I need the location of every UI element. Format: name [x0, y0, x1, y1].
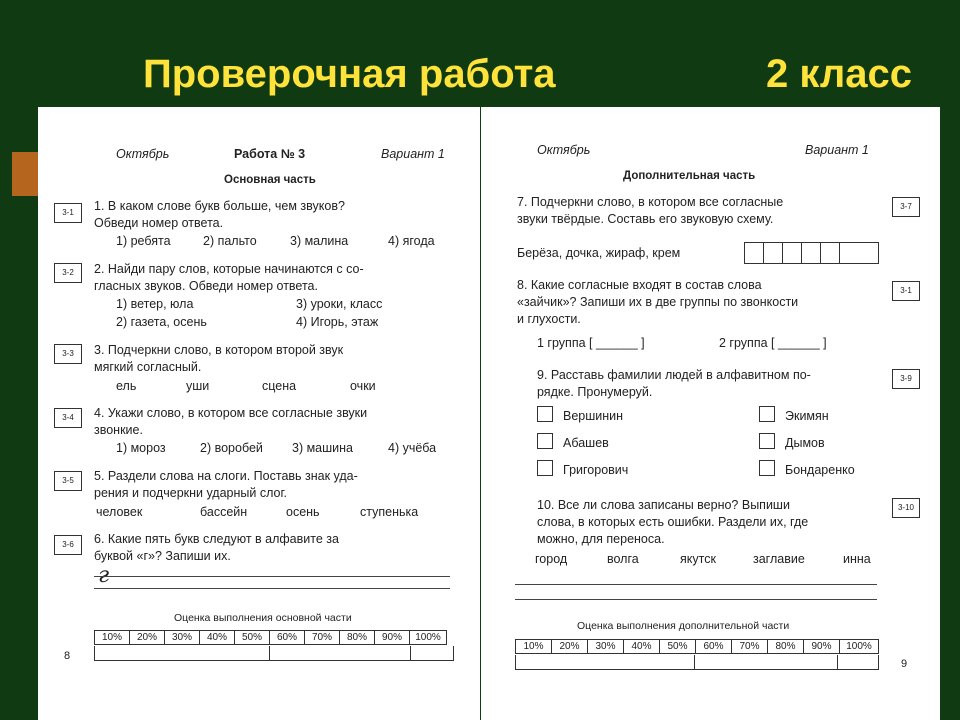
decorative-block	[12, 152, 38, 196]
question-4	[94, 405, 367, 439]
question-text: Обведи номер ответа.	[94, 216, 224, 230]
percent-cell[interactable]: 10%	[101, 632, 122, 643]
question-text: мягкий согласный.	[94, 360, 202, 374]
question-text: рения и подчеркни ударный слог.	[94, 486, 287, 500]
percent-cell[interactable]: 60%	[269, 631, 304, 644]
answer-option[interactable]: 4) учёба	[388, 441, 437, 455]
percent-cell[interactable]: 90%	[803, 640, 839, 653]
word-option[interactable]: бассейн	[200, 505, 248, 519]
percent-grid-marks	[94, 646, 454, 661]
answer-option[interactable]: 3) уроки, класс	[296, 297, 383, 311]
sound-cell[interactable]	[839, 243, 878, 263]
answer-option[interactable]: 2) воробей	[200, 441, 263, 455]
answer-option[interactable]: 2) газета, осень	[116, 315, 207, 329]
number-box[interactable]	[537, 460, 553, 476]
question-8	[517, 277, 798, 328]
question-text: 3. Подчеркни слово, в котором второй звук	[94, 343, 344, 357]
percent-cell[interactable]: 20%	[551, 640, 587, 653]
question-text: 1. В каком слове букв больше, чем звуков?	[94, 199, 345, 213]
word-option[interactable]: уши	[186, 379, 210, 393]
sound-cell[interactable]	[745, 243, 763, 263]
percent-cell[interactable]: 100%	[839, 640, 878, 653]
number-box[interactable]	[537, 433, 553, 449]
variant-label: Вариант 1	[381, 147, 445, 161]
question-text: звуки твёрдые. Составь его звуковую схему.	[517, 212, 774, 226]
number-box[interactable]	[537, 406, 553, 422]
answer-option[interactable]: 3) малина	[290, 234, 349, 248]
assessment-label: Оценка выполнения дополнительной части	[577, 620, 790, 632]
word-option[interactable]: ступенька	[360, 505, 419, 519]
question-9	[537, 367, 811, 401]
question-text: можно, для переноса.	[537, 532, 665, 546]
percent-cell[interactable]: 90%	[374, 631, 409, 644]
surname: Григорович	[563, 463, 629, 477]
question-text: буквой «г»? Запиши их.	[94, 549, 231, 563]
grid-segment	[95, 646, 270, 660]
grade-label: 2 класс	[766, 52, 913, 96]
sound-cell[interactable]	[782, 243, 801, 263]
surname: Вершинин	[563, 409, 624, 423]
task-code: 3-9	[892, 369, 920, 389]
grid-segment	[270, 646, 411, 660]
answer-option[interactable]: 1) ветер, юла	[116, 297, 194, 311]
section-title: Дополнительная часть	[623, 170, 756, 182]
percent-cell[interactable]: 20%	[129, 631, 164, 644]
assessment-label: Оценка выполнения основной части	[174, 612, 352, 624]
question-5	[94, 468, 358, 502]
task-code: 3-5	[54, 471, 82, 491]
question-6	[94, 531, 339, 565]
group-1-field[interactable]: 1 группа [ ______ ]	[537, 336, 645, 350]
slide-title: Проверочная работа	[143, 52, 556, 96]
percent-cell[interactable]: 10%	[523, 641, 544, 652]
task-code: 3-2	[54, 263, 82, 283]
sound-cell[interactable]	[801, 243, 820, 263]
percent-cell[interactable]: 80%	[767, 640, 803, 653]
surname: Дымов	[785, 436, 825, 450]
percent-cell[interactable]: 100%	[409, 631, 446, 644]
sound-cell[interactable]	[820, 243, 839, 263]
task-code: 3-7	[892, 197, 920, 217]
question-3	[94, 342, 343, 376]
number-box[interactable]	[759, 433, 775, 449]
question-1	[94, 198, 345, 232]
word-option[interactable]: волга	[607, 552, 639, 566]
question-text: гласных звуков. Обведи номер ответа.	[94, 279, 318, 293]
page-number: 9	[901, 658, 908, 670]
left-page	[38, 107, 480, 720]
word-option[interactable]: инна	[843, 552, 871, 566]
number-box[interactable]	[759, 406, 775, 422]
grid-segment	[838, 655, 879, 669]
grid-segment	[695, 655, 838, 669]
question-text: и глухости.	[517, 312, 581, 326]
task-code: 3-4	[54, 408, 82, 428]
question-text: 2. Найди пару слов, которые начинаются с со-	[94, 262, 364, 276]
percent-cell[interactable]: 30%	[164, 631, 199, 644]
answer-line[interactable]	[94, 588, 450, 589]
percent-cell[interactable]: 60%	[695, 640, 731, 653]
percent-cell[interactable]: 50%	[234, 631, 269, 644]
percent-cell[interactable]: 70%	[304, 631, 339, 644]
question-text: звонкие.	[94, 423, 143, 437]
answer-option[interactable]: 4) Игорь, этаж	[296, 315, 379, 329]
answer-option[interactable]: 3) машина	[292, 441, 353, 455]
percent-grid	[515, 639, 879, 654]
number-box[interactable]	[759, 460, 775, 476]
surname: Бондаренко	[785, 463, 855, 477]
page-number: 8	[64, 650, 71, 662]
surname: Абашев	[563, 436, 609, 450]
question-text: 5. Раздели слова на слоги. Поставь знак уда-	[94, 469, 358, 483]
question-10	[537, 497, 808, 548]
percent-cell[interactable]: 40%	[199, 631, 234, 644]
percent-cell[interactable]: 80%	[339, 631, 374, 644]
sound-cell[interactable]	[763, 243, 782, 263]
task-code: 3-6	[54, 535, 82, 555]
percent-grid-marks	[515, 655, 879, 670]
month-label: Октябрь	[537, 143, 591, 157]
task-code: 3-1	[54, 203, 82, 223]
answer-option[interactable]: 2) пальто	[203, 234, 257, 248]
variant-label: Вариант 1	[805, 143, 869, 157]
word-option[interactable]: ель	[116, 379, 137, 393]
answer-option[interactable]: 1) ребята	[116, 234, 171, 248]
word-option[interactable]: якутск	[680, 552, 716, 566]
percent-cell[interactable]: 70%	[731, 640, 767, 653]
word-option[interactable]: человек	[96, 505, 143, 519]
question-text: 10. Все ли слова записаны верно? Выпиши	[537, 498, 790, 512]
word-option[interactable]: город	[535, 552, 568, 566]
question-text: 9. Расставь фамилии людей в алфавитном по-	[537, 368, 811, 382]
percent-grid	[94, 630, 447, 645]
answer-line[interactable]	[515, 584, 877, 585]
sound-scheme[interactable]	[744, 242, 879, 264]
answer-line[interactable]	[515, 599, 877, 600]
grid-segment	[411, 646, 454, 660]
task-code: 3-1	[892, 281, 920, 301]
right-page	[481, 107, 940, 720]
group-2-field[interactable]: 2 группа [ ______ ]	[719, 336, 827, 350]
month-label: Октябрь	[116, 147, 170, 161]
word-option[interactable]: осень	[286, 505, 320, 519]
question-text: слова, в которых есть ошибки. Раздели их, где	[537, 515, 809, 529]
answer-option[interactable]: 1) мороз	[116, 441, 166, 455]
word-option[interactable]: сцена	[262, 379, 297, 393]
question-text: 8. Какие согласные входят в состав слова	[517, 278, 762, 292]
percent-cell[interactable]: 40%	[623, 640, 659, 653]
surname: Экимян	[785, 409, 829, 423]
answer-line[interactable]	[94, 576, 450, 577]
grid-segment	[516, 655, 695, 669]
question-text: рядке. Пронумеруй.	[537, 385, 653, 399]
work-title: Работа № 3	[234, 147, 306, 161]
answer-option[interactable]: 4) ягода	[388, 234, 435, 248]
question-text: 7. Подчеркни слово, в котором все согласные	[517, 195, 784, 209]
question-2	[94, 261, 364, 295]
word-option[interactable]: заглавие	[753, 552, 805, 566]
question-text: 6. Какие пять букв следуют в алфавите за	[94, 532, 339, 546]
section-title: Основная часть	[224, 174, 316, 186]
word-list[interactable]: Берёза, дочка, жираф, крем	[517, 246, 681, 260]
percent-cell[interactable]: 50%	[659, 640, 695, 653]
question-7	[517, 194, 783, 228]
task-code: 3-10	[892, 498, 920, 518]
question-text: 4. Укажи слово, в котором все согласные звуки	[94, 406, 368, 420]
word-option[interactable]: очки	[350, 379, 376, 393]
percent-cell[interactable]: 30%	[587, 640, 623, 653]
question-text: «зайчик»? Запиши их в две группы по звонкости	[517, 295, 799, 309]
task-code: 3-3	[54, 344, 82, 364]
